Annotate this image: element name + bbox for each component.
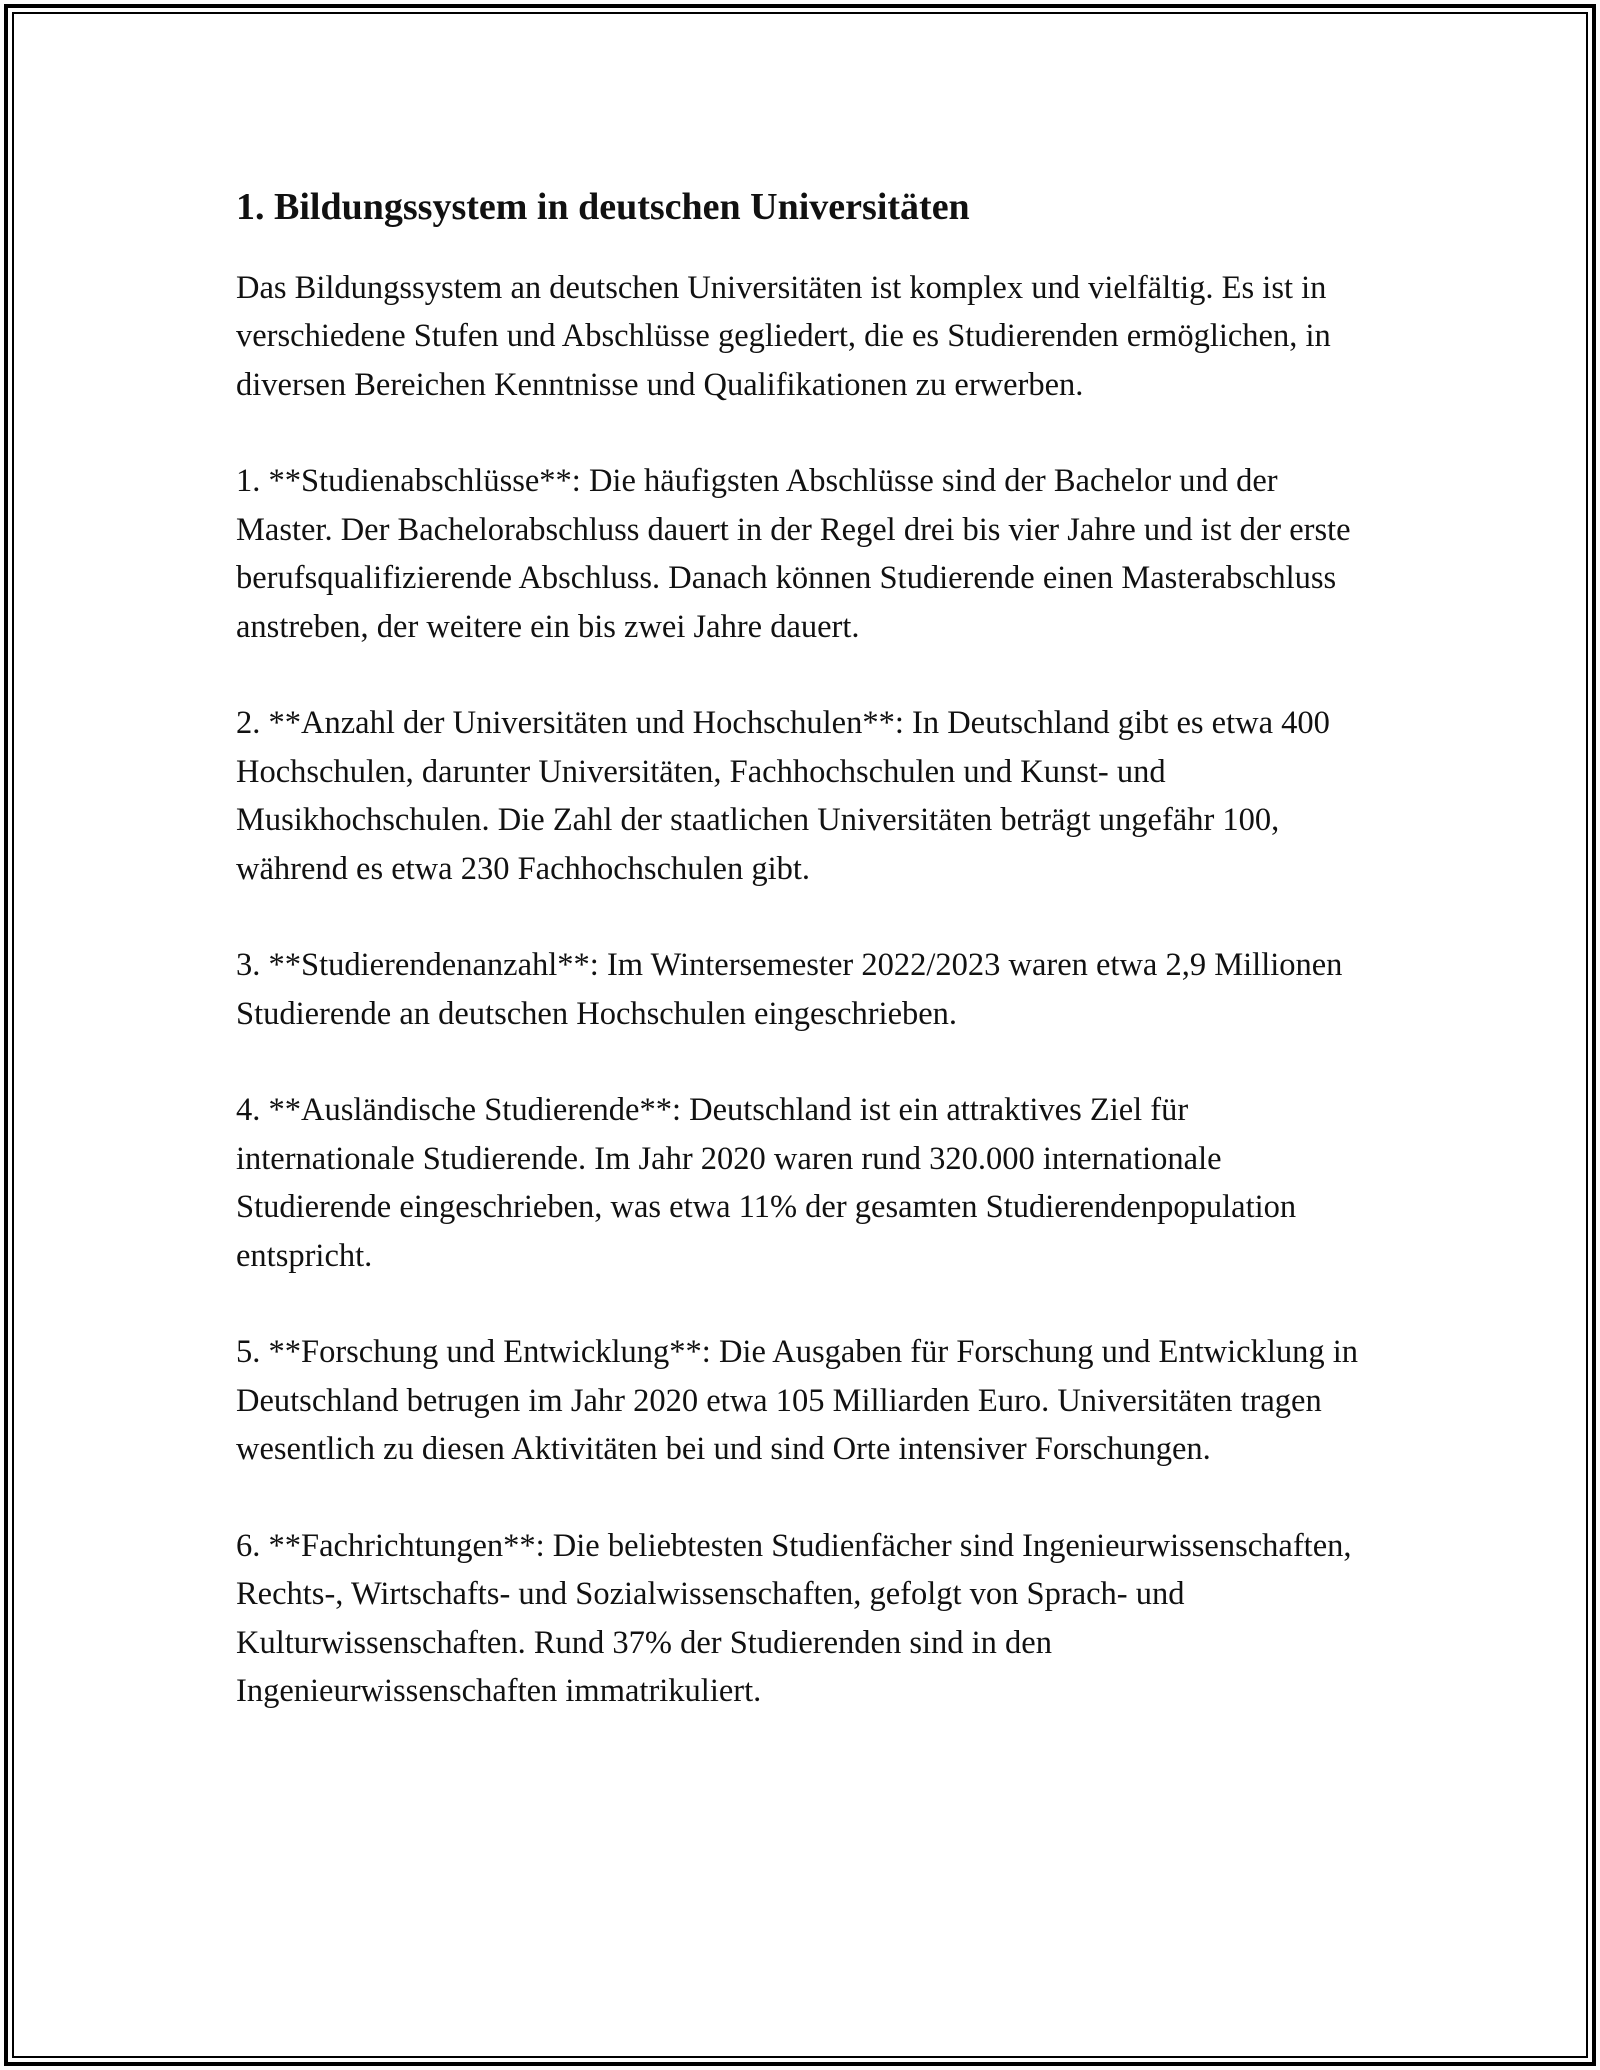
list-item-fachrichtungen: 6. **Fachrichtungen**: Die beliebtesten Studienfächer sind Ingenieurwissenschaften, Rechts-, Wirtschafts- und Sozialwissenschaften, gefolgt von Sprach- und Kulturwissenschaften. Rund 37% der Studierenden sind in den Ingenieurwissenschaften immatrikuliert. [236,1527,1352,1709]
list-item-auslaendische-studierende: 4. **Ausländische Studierende**: Deutschland ist ein attraktives Ziel für internationale Studierende. Im Jahr 2020 waren rund 320.000 internationale Studierende eingeschrieben, was etwa 11% der gesamten Studierendenpopulation entspricht. [236,1092,1297,1274]
list-item-studienabschluesse: 1. **Studienabschlüsse**: Die häufigsten Abschlüsse sind der Bachelor und der Master. Der Bachelorabschluss dauert in der Regel drei bis vier Jahre und ist der erste berufsqualifizierende Abschluss. Danach können Studierende einen Masterabschluss anstreben, der weitere ein bis zwei Jahre dauert. [236,463,1351,645]
list-item-studierendenanzahl: 3. **Studierendenanzahl**: Im Wintersemester 2022/2023 waren etwa 2,9 Millionen Studierende an deutschen Hochschulen eingeschrieben. [236,947,1343,1032]
section-title: 1. Bildungssystem in deutschen Universitäten [236,186,970,228]
document-body [236,184,1366,1764]
list-item-forschung-entwicklung: 5. **Forschung und Entwicklung**: Die Ausgaben für Forschung und Entwicklung in Deutschland betrugen im Jahr 2020 etwa 105 Milliarden Euro. Universitäten tragen wesentlich zu diesen Aktivitäten bei und sind Orte intensiver Forschungen. [236,1334,1359,1467]
list-item-anzahl-hochschulen: 2. **Anzahl der Universitäten und Hochschulen**: In Deutschland gibt es etwa 400 Hochschulen, darunter Universitäten, Fachhochschulen und Kunst- und Musikhochschulen. Die Zahl der staatlichen Universitäten beträgt ungefähr 100, während es etwa 230 Fachhochschulen gibt. [236,705,1330,887]
intro-paragraph: Das Bildungssystem an deutschen Universitäten ist komplex und vielfältig. Es ist in verschiedene Stufen und Abschlüsse gegliedert, die es Studierenden ermöglichen, in diversen Bereichen Kenntnisse und Qualifikationen zu erwerben. [236,269,1331,403]
